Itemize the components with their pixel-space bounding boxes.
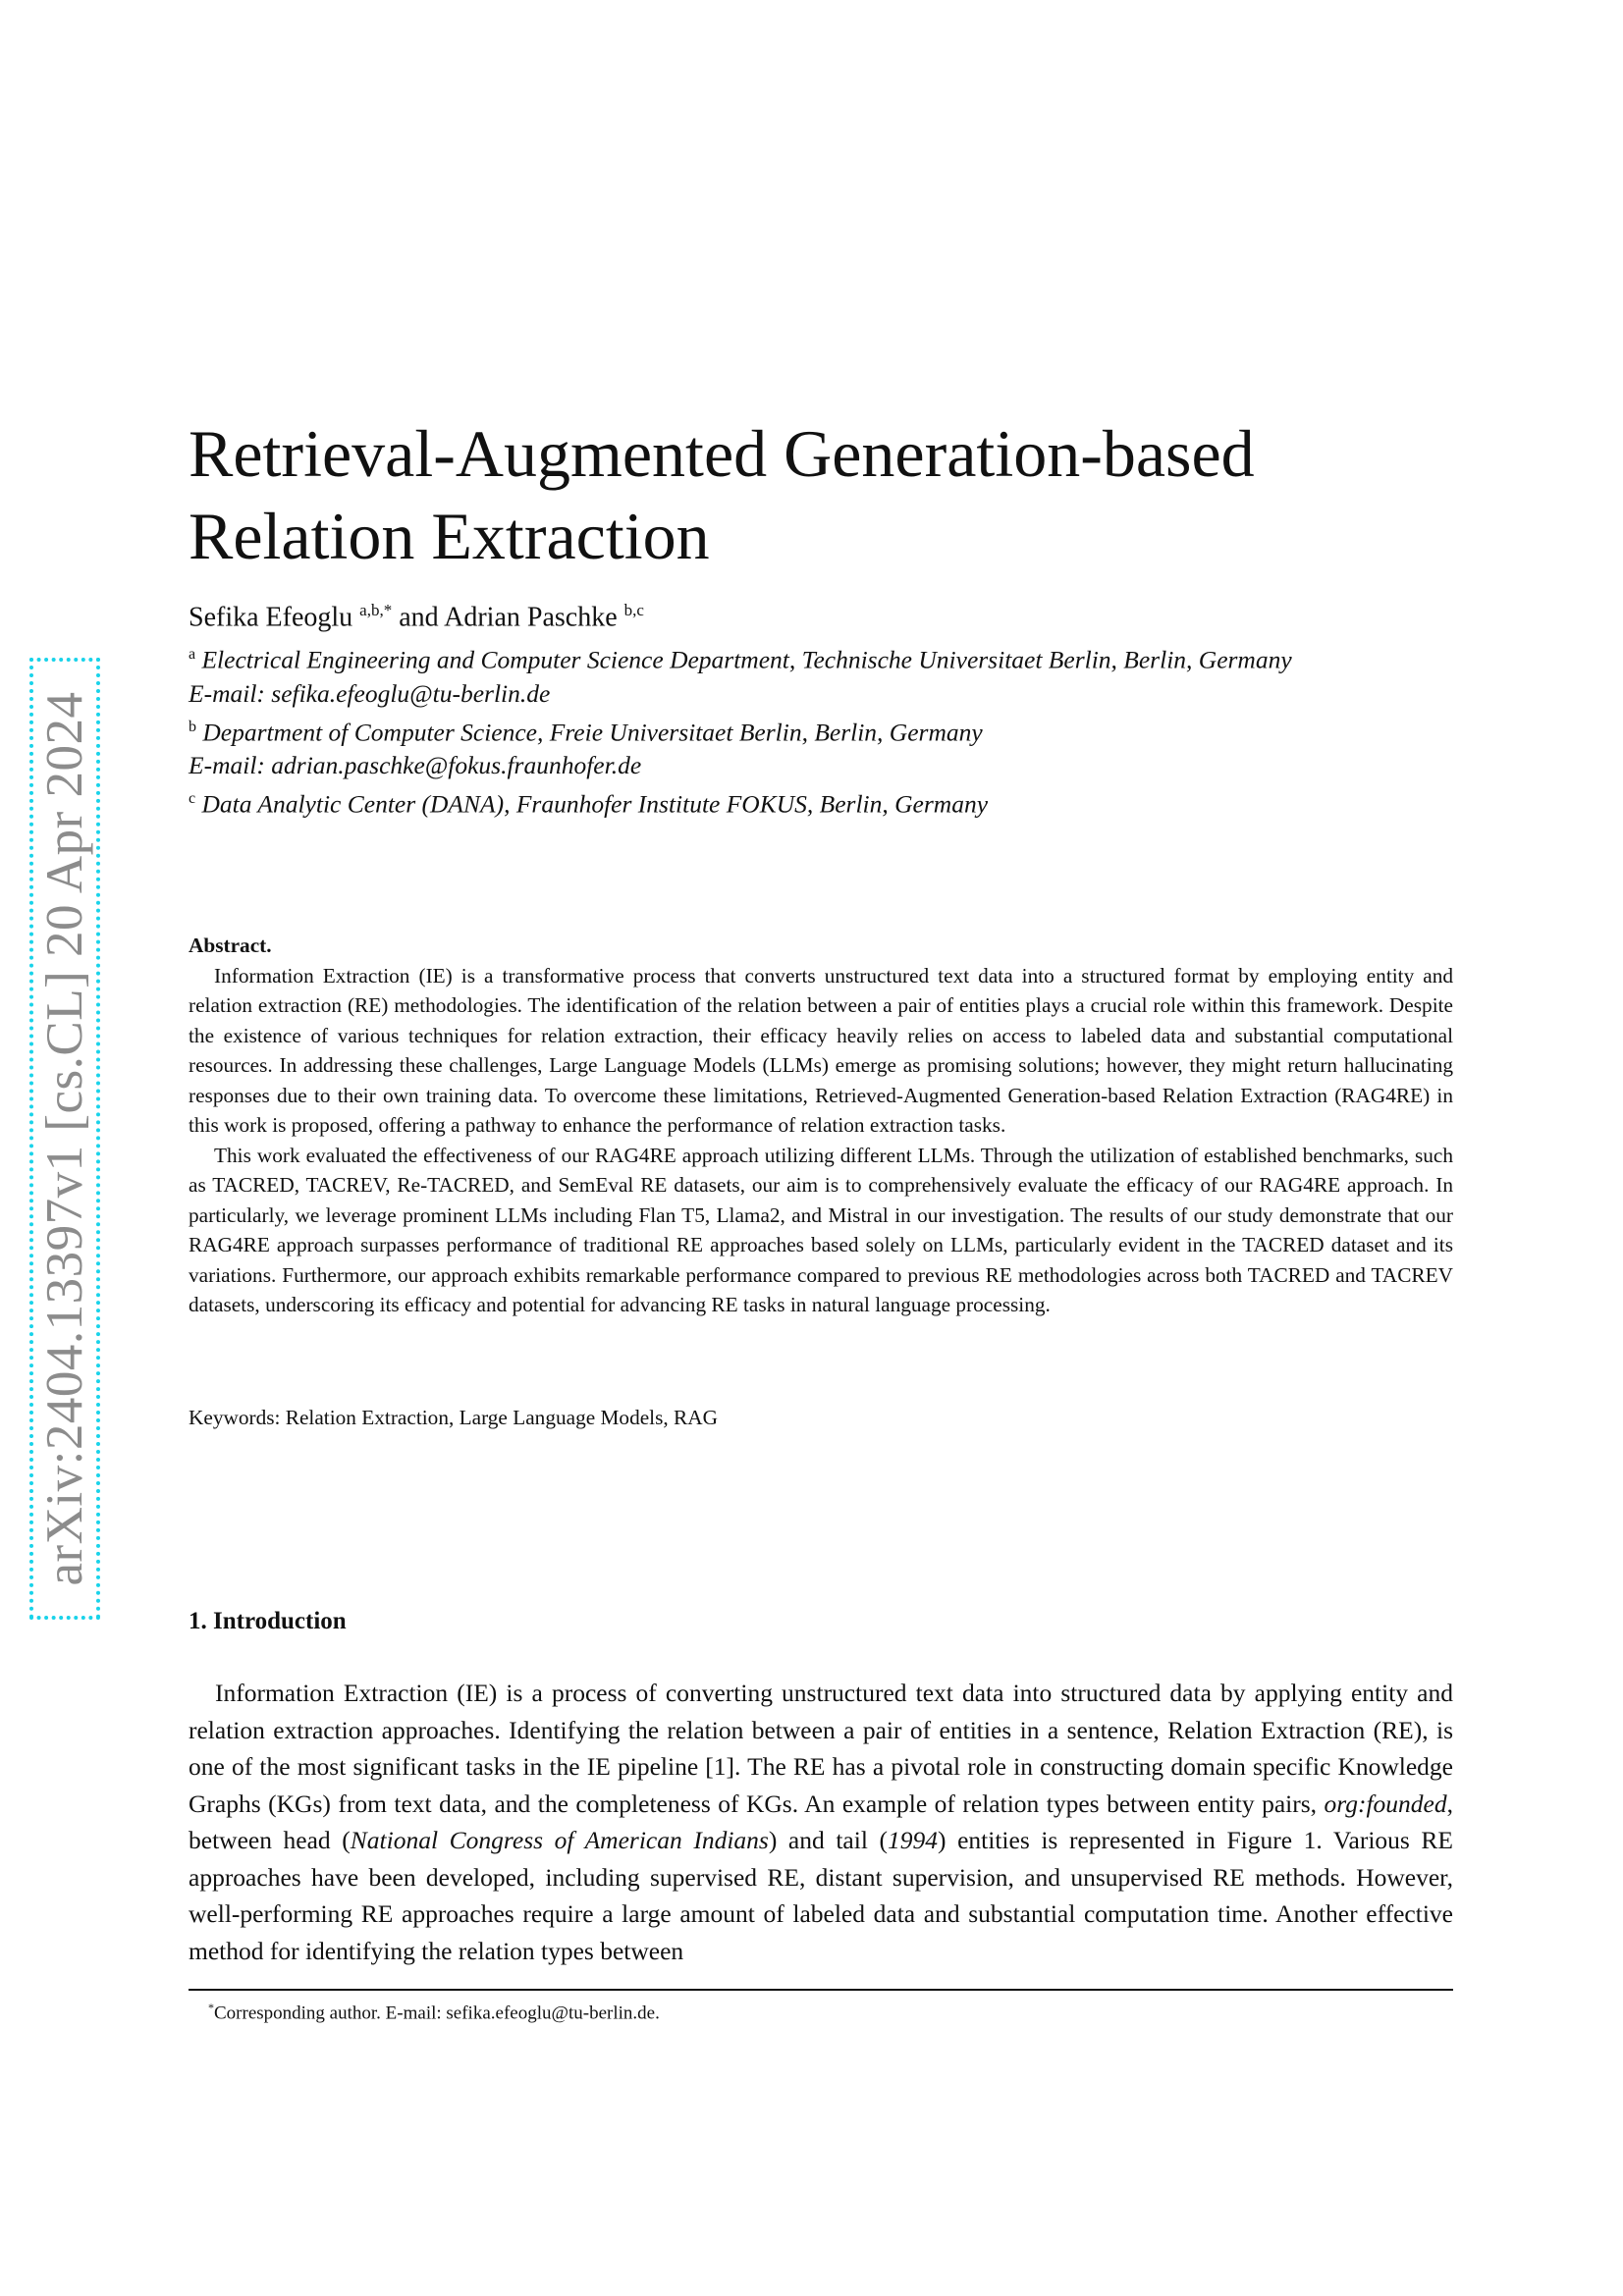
author-1-name: Sefika Efeoglu: [189, 602, 353, 633]
affiliation-a: $^a$ Electrical Engineering and Computer Science Department, Technische Universitaet Berlin, Berlin, Germany: [189, 645, 1292, 674]
abstract-paragraph-1: Information Extraction (IE) is a transformative process that converts unstructured text data into a structured format by employing entity and relation extraction (RE) methodologies. The identification of the relation between a pair of entities plays a crucial role within this framework. Despite the existence of various techniques for relation extraction, their efficacy heavily relies on access to labeled data and substantial computational resources. In addressing these challenges, Large Language Models (LLMs) emerge as promising solutions; however, they might return hallucinating responses due to their own training data. To overcome these limitations, Retrieved-Augmented Generation-based Relation Extraction (RAG4RE) in this work is proposed, offering a pathway to enhance the performance of relation extraction tasks.: [189, 963, 1453, 1137]
abstract-heading: Abstract.: [189, 934, 272, 957]
arxiv-id: arXiv:2404.13397v1 [cs.CL] 20 Apr 2024: [36, 691, 93, 1586]
abstract-paragraph-2: This work evaluated the effectiveness of our RAG4RE approach utilizing different LLMs. Through the utilization of established benchmarks, such as TACRED, TACREV, Re-TACRED, and SemEval RE datasets, our aim is to comprehensively evaluate the efficacy of our RAG4RE approach. In particularly, we leverage prominent LLMs including Flan T5, Llama2, and Mistral in our investigation. The results of our study demonstrate that our RAG4RE approach surpasses performance of traditional RE approaches based solely on LLMs, particularly evident in the TACRED dataset and its variations. Furthermore, our approach exhibits remarkable performance compared to previous RE methodologies across both TACRED and TACREV datasets, underscoring its efficacy and potential for advancing RE tasks in natural language processing.: [189, 1143, 1453, 1316]
title-line-2: Relation Extraction: [189, 499, 710, 573]
email-b: E-mail: adrian.paschke@fokus.fraunhofer.de: [189, 751, 642, 779]
section-heading-introduction: 1. Introduction: [189, 1608, 347, 1634]
author-line: [189, 593, 644, 635]
affiliation-b: $^b$ Department of Computer Science, Freie Universitaet Berlin, Berlin, Germany: [189, 718, 983, 746]
author-connector: and: [399, 602, 439, 633]
email-a: E-mail: sefika.efeoglu@tu-berlin.de: [189, 678, 551, 708]
paper-title: [189, 412, 1465, 577]
footnote: [208, 1995, 660, 2026]
title-line-1: Retrieval-Augmented Generation-based: [189, 416, 1255, 491]
introduction-paragraph: Information Extraction (IE) is a process of converting unstructured text data into structured data by applying entity and relation extraction approaches. Identifying the relation between a pair of entities in a sentence, Relation Extraction (RE), is one of the most significant tasks in the IE pipeline [1]. The RE has a pivotal role in constructing domain specific Knowledge Graphs (KGs) from text data, and the completeness of KGs. An example of relation types between entity pairs, org:founded, between head (National Congress of American Indians) and tail (1994) entities is represented in Figure 1. Various RE approaches have been developed, including supervised RE, distant supervision, and unsupervised RE methods. However, well-performing RE approaches require a large amount of labeled data and substantial computation time. Another effective method for identifying the relation types between: [189, 1679, 1454, 1965]
keywords: Keywords: Relation Extraction, Large Language Models, RAG: [189, 1406, 718, 1429]
abstract: [189, 931, 1453, 1320]
author-2-name: Adrian Paschke: [444, 602, 618, 633]
author-2-affil: b,c: [623, 601, 644, 619]
author-1-affil: a,b,*: [359, 601, 393, 619]
arxiv-stamp: [29, 658, 100, 1620]
footnote-text: Corresponding author. E-mail: sefika.efeoglu@tu-berlin.de.: [214, 2002, 660, 2024]
footnote-mark: *: [208, 2001, 214, 2014]
footnote-rule: [189, 1989, 1453, 1991]
affiliation-c: $^c$ Data Analytic Center (DANA), Fraunhofer Institute FOKUS, Berlin, Germany: [189, 789, 989, 819]
affiliations: [189, 638, 1465, 822]
